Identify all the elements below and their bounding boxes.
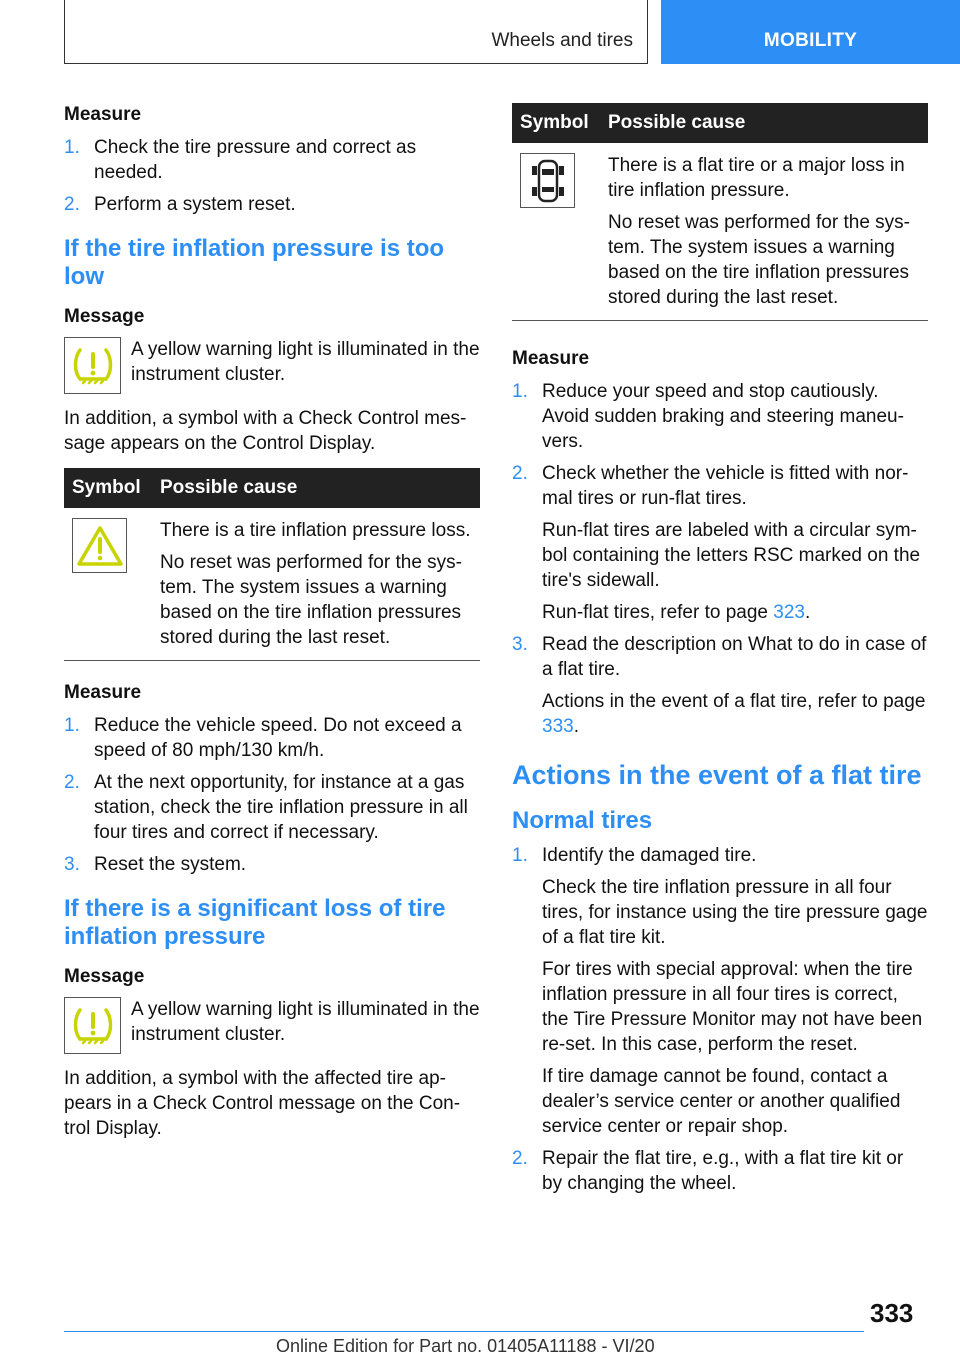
table-header-row bbox=[512, 103, 928, 143]
header-section-box bbox=[64, 0, 648, 64]
message-row bbox=[64, 337, 480, 394]
list-item bbox=[512, 632, 928, 739]
left-column bbox=[64, 103, 480, 1149]
step-text: At the next opportunity, for instance at a gas station, check the tire inflation pressure in all four tires and correct if necessary. bbox=[94, 772, 468, 843]
section-heading-significant-loss: If there is a significant loss of tire inflation pressure bbox=[64, 895, 446, 950]
measure-heading: Measure bbox=[512, 348, 590, 369]
page-link-323[interactable]: 323 bbox=[773, 602, 805, 623]
list-item bbox=[512, 379, 928, 454]
warning-triangle-icon bbox=[72, 518, 127, 573]
symbol-cause-table bbox=[64, 468, 480, 661]
subsection-heading-normal-tires: Normal tires bbox=[512, 807, 653, 834]
step-number: 1. bbox=[64, 137, 80, 158]
cause-cell bbox=[600, 143, 928, 321]
symbol-cause-table bbox=[512, 103, 928, 321]
measure-steps bbox=[64, 713, 480, 877]
measure-steps bbox=[512, 379, 928, 739]
step-text: Perform a system reset. bbox=[94, 194, 296, 215]
reference-period: . bbox=[804, 602, 811, 623]
col-symbol-header: Symbol bbox=[512, 103, 600, 143]
footer-edition: Online Edition for Part no. 01405A11188 - VI/20 bbox=[276, 1336, 655, 1356]
step-number: 3. bbox=[64, 854, 80, 875]
list-item bbox=[64, 713, 480, 763]
col-symbol-header: Symbol bbox=[64, 468, 152, 508]
step-number: 3. bbox=[512, 634, 528, 655]
section-heading-low-pressure: If the tire inflation pressure is too low bbox=[64, 235, 445, 290]
page-number: 333 bbox=[870, 1298, 914, 1328]
page-link-333[interactable]: 333 bbox=[542, 716, 574, 737]
cause-text: No reset was performed for the sys-tem. The system issues a warning based on the tire inflation pressures stored during the last reset. bbox=[160, 552, 462, 648]
section-heading-flat-tire: Actions in the event of a flat tire bbox=[512, 760, 922, 790]
header-chapter-tab[interactable] bbox=[661, 0, 960, 64]
reference-period: . bbox=[573, 716, 579, 737]
step-number: 1. bbox=[512, 845, 528, 866]
col-cause-header: Possible cause bbox=[152, 468, 480, 508]
tire-pressure-warning-icon bbox=[64, 997, 121, 1054]
list-item bbox=[512, 461, 928, 625]
step-detail: For tires with special approval: when the tire inflation pressure in all four tires is correct, the Tire Pressure Monitor may not have been re-set. In this case, perform the reset. bbox=[542, 959, 923, 1055]
message-heading: Message bbox=[64, 306, 145, 327]
step-number: 1. bbox=[64, 715, 80, 736]
step-number: 2. bbox=[512, 1148, 528, 1169]
footer-divider bbox=[64, 1331, 864, 1332]
list-item bbox=[64, 852, 480, 877]
header-chapter-label: MOBILITY bbox=[763, 30, 858, 51]
message-text: A yellow warning light is illuminated in the instrument cluster. bbox=[131, 999, 480, 1045]
reference-text: Actions in the event of a flat tire, refer to page bbox=[542, 691, 926, 712]
step-text: Check the tire pressure and correct as needed. bbox=[94, 137, 417, 183]
step-text: Reduce your speed and stop cautiously. Avoid sudden braking and steering maneu-vers. bbox=[542, 381, 904, 452]
step-text: Check whether the vehicle is fitted with nor-mal tires or run-flat tires. bbox=[542, 463, 909, 509]
step-detail bbox=[542, 689, 928, 739]
step-text: Identify the damaged tire. bbox=[542, 845, 757, 866]
step-text: Read the description on What to do in case of a flat tire. bbox=[542, 634, 927, 680]
list-item bbox=[64, 770, 480, 845]
symbol-cell bbox=[512, 143, 600, 321]
measure-heading: Measure bbox=[64, 104, 142, 125]
car-flat-tire-icon bbox=[520, 153, 575, 208]
measure-heading: Measure bbox=[64, 682, 142, 703]
list-item bbox=[512, 1146, 928, 1196]
header-section-title: Wheels and tires bbox=[491, 30, 633, 51]
table-row bbox=[64, 508, 480, 661]
table-row bbox=[512, 143, 928, 321]
message-heading: Message bbox=[64, 966, 145, 987]
step-detail: If tire damage cannot be found, contact a dealer’s service center or another qualified service center or repair shop. bbox=[542, 1066, 901, 1137]
step-number: 1. bbox=[512, 381, 528, 402]
step-text: Reduce the vehicle speed. Do not exceed a speed of 80 mph/130 km/h. bbox=[94, 715, 462, 761]
measure-steps bbox=[64, 135, 480, 217]
cause-cell bbox=[152, 508, 480, 661]
cause-text: There is a tire inflation pressure loss. bbox=[160, 520, 471, 541]
tire-pressure-warning-icon bbox=[64, 337, 121, 394]
right-column bbox=[512, 103, 928, 1203]
step-detail: Run-flat tires are labeled with a circular sym-bol containing the letters RSC marked on the tire's sidewall. bbox=[542, 520, 921, 591]
flat-tire-steps bbox=[512, 843, 928, 1196]
cause-text: No reset was performed for the sys-tem. The system issues a warning based on the tire inflation pressures stored during the last reset. bbox=[608, 212, 910, 308]
message-text: A yellow warning light is illuminated in the instrument cluster. bbox=[131, 339, 480, 385]
step-number: 2. bbox=[512, 463, 528, 484]
col-cause-header: Possible cause bbox=[600, 103, 928, 143]
step-text: Repair the flat tire, e.g., with a flat tire kit or by changing the wheel. bbox=[542, 1148, 904, 1194]
addition-text: In addition, a symbol with the affected tire ap-pears in a Check Control message on the Con-trol Display. bbox=[64, 1068, 461, 1139]
step-detail bbox=[542, 600, 928, 625]
step-detail: Check the tire inflation pressure in all four tires, for instance using the tire pressure gage of a flat tire kit. bbox=[542, 877, 928, 948]
symbol-cell bbox=[64, 508, 152, 661]
step-text: Reset the system. bbox=[94, 854, 247, 875]
reference-text: Run-flat tires, refer to page bbox=[542, 602, 774, 623]
list-item bbox=[64, 192, 480, 217]
step-number: 2. bbox=[64, 772, 80, 793]
addition-text: In addition, a symbol with a Check Control mes-sage appears on the Control Display. bbox=[64, 408, 467, 454]
message-row bbox=[64, 997, 480, 1054]
list-item bbox=[64, 135, 480, 185]
list-item bbox=[512, 843, 928, 1139]
table-header-row bbox=[64, 468, 480, 508]
step-number: 2. bbox=[64, 194, 80, 215]
cause-text: There is a flat tire or a major loss in tire inflation pressure. bbox=[608, 155, 905, 201]
